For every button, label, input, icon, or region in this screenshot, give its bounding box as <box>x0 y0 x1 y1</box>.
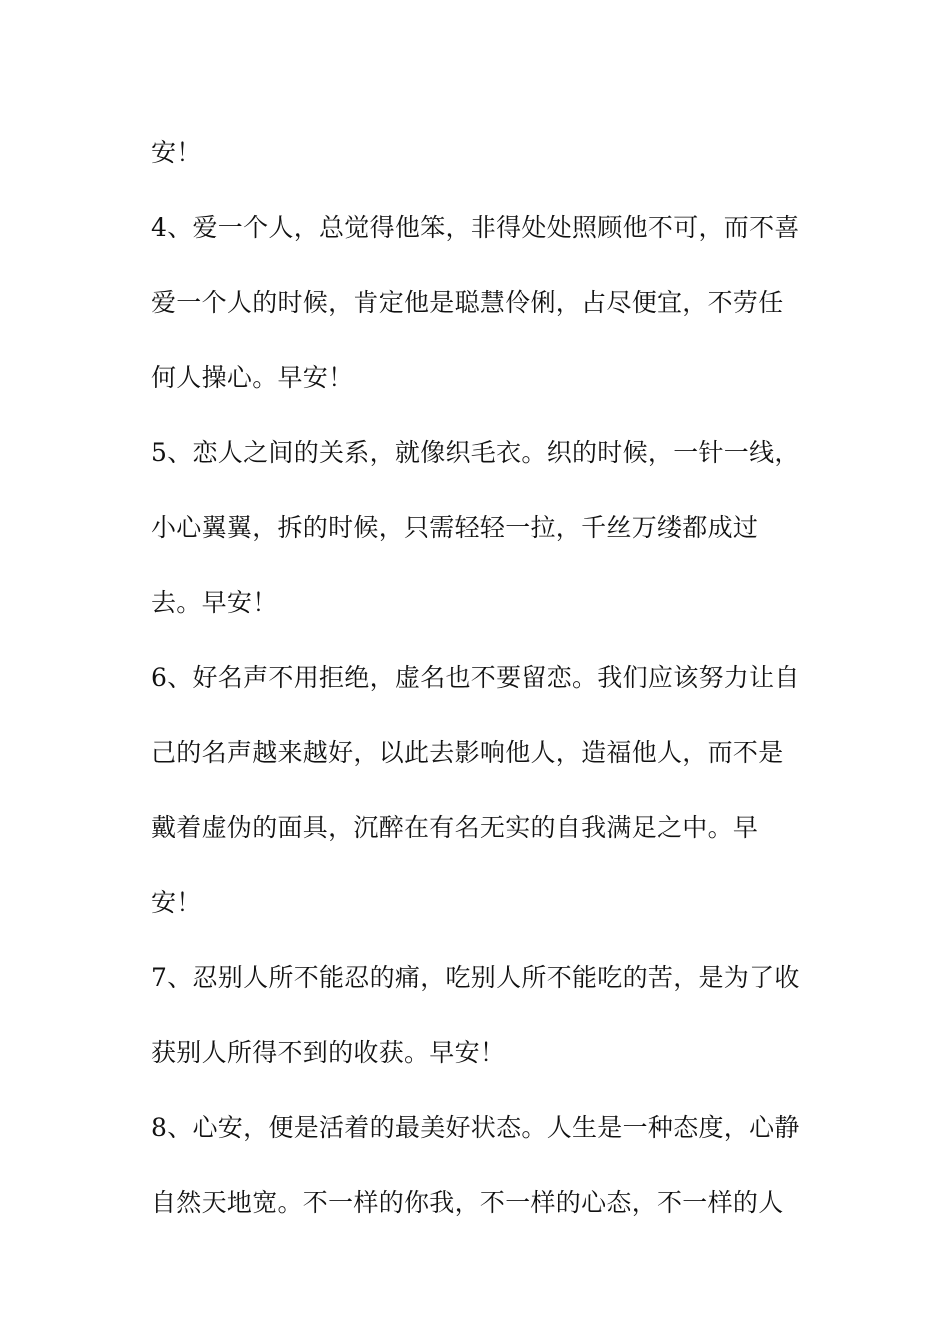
text-line: 爱一个人的时候，肯定他是聪慧伶俐，占尽便宜，不劳任 <box>151 288 784 317</box>
text-line: 8、心安，便是活着的最美好状态。人生是一种态度，心静 <box>151 1113 800 1142</box>
text-line: 己的名声越来越好，以此去影响他人，造福他人，而不是 <box>151 738 784 767</box>
text-line: 5、恋人之间的关系，就像织毛衣。织的时候，一针一线， <box>151 438 800 467</box>
text-line: 7、忍别人所不能忍的痛，吃别人所不能吃的苦，是为了收 <box>151 963 800 992</box>
text-line: 戴着虚伪的面具，沉醉在有名无实的自我满足之中。早 <box>151 813 759 842</box>
text-line: 何人操心。早安！ <box>151 363 354 392</box>
text-line: 获别人所得不到的收获。早安！ <box>151 1038 506 1067</box>
text-line: 安！ <box>151 138 202 167</box>
text-line: 安！ <box>151 888 202 917</box>
text-line: 自然天地宽。不一样的你我，不一样的心态，不一样的人 <box>151 1188 784 1217</box>
text-line: 去。早安！ <box>151 588 278 617</box>
text-line: 小心翼翼，拆的时候，只需轻轻一拉，千丝万缕都成过 <box>151 513 759 542</box>
text-line: 4、爱一个人，总觉得他笨，非得处处照顾他不可，而不喜 <box>151 213 800 242</box>
text-line: 6、好名声不用拒绝，虚名也不要留恋。我们应该努力让自 <box>151 663 800 692</box>
